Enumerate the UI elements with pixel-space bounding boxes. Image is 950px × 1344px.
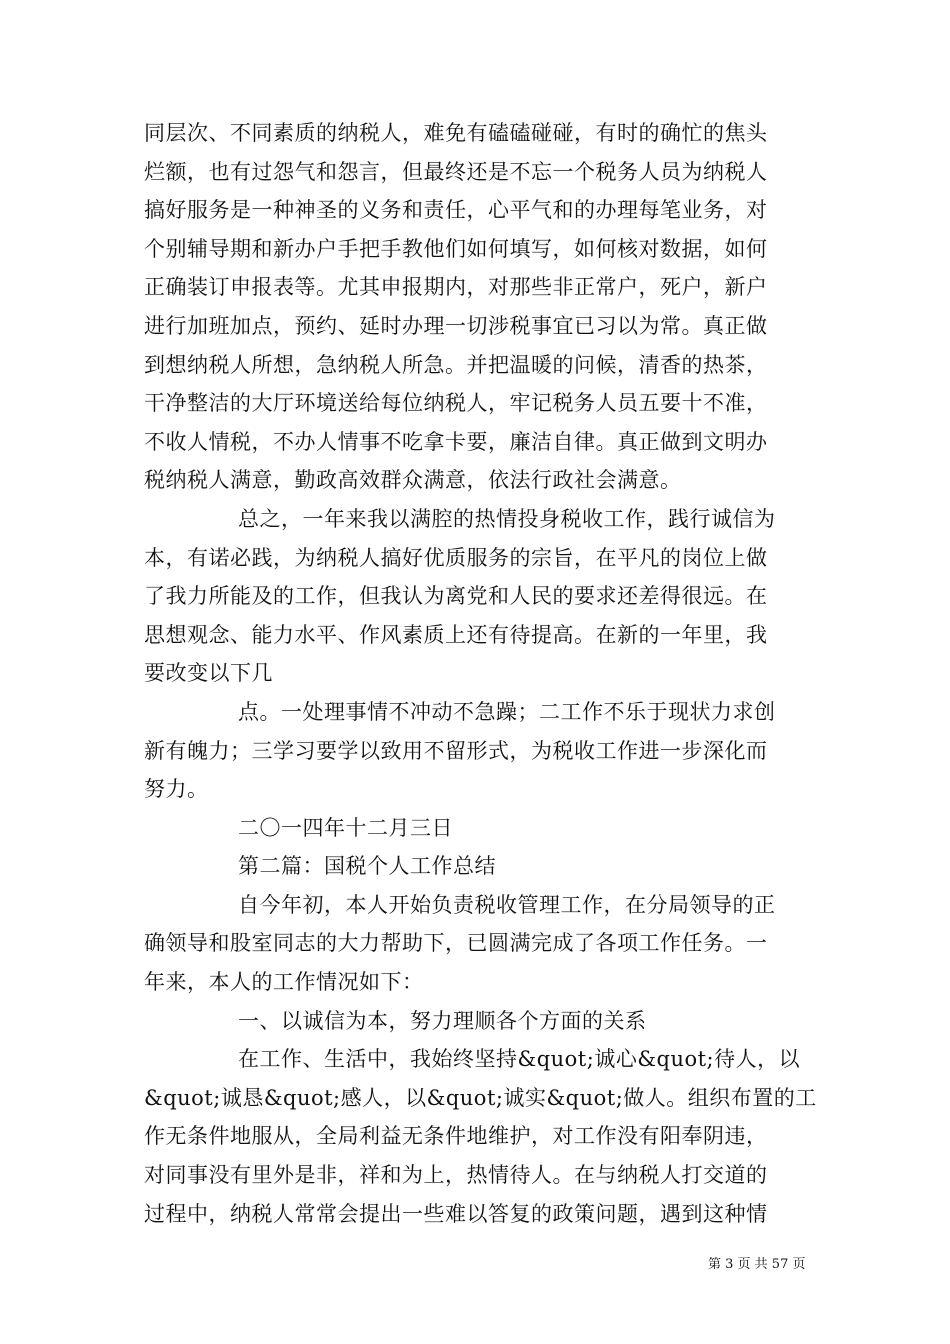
text-line: 不收人情税，不办人情事不吃拿卡要，廉洁自律。真正做到文明办 [144,429,768,454]
text-line: 正确装订申报表等。尤其申报期内，对那些非正常户，死户，新户 [144,275,768,300]
text-line: 了我力所能及的工作，但我认为离党和人民的要求还差得很远。在 [144,584,768,609]
text-line: 同层次、不同素质的纳税人，难免有磕磕碰碰，有时的确忙的焦头 [144,121,768,145]
text-line: 进行加班加点，预约、延时办理一切涉税事宜已习以为常。真正做 [144,313,768,338]
paragraph-start-line: 在工作、生活中，我始终坚持&quot;诚心&quot;待人，以 [238,1047,801,1072]
text-line: 作无条件地服从，全局利益无条件地维护，对工作没有阳奉阴违， [144,1124,768,1149]
section-title: 第二篇：国税个人工作总结 [238,854,496,879]
subsection-heading: 一、以诚信为本，努力理顺各个方面的关系 [238,1008,647,1033]
text-line: 过程中，纳税人常常会提出一些难以答复的政策问题，遇到这种情 [144,1201,768,1226]
body-text [144,114,817,1233]
text-line: 烂额，也有过怨气和怨言，但最终还是不忘一个税务人员为纳税人 [144,159,768,184]
text-line: 思想观念、能力水平、作风素质上还有待提高。在新的一年里，我 [144,622,768,647]
text-line: 干净整洁的大厅环境送给每位纳税人，牢记税务人员五要十不准， [144,391,768,416]
text-line: 个别辅导期和新办户手把手教他们如何填写，如何核对数据，如何 [144,236,768,261]
text-line: 确领导和股室同志的大力帮助下，已圆满完成了各项工作任务。一 [144,931,768,956]
text-line: &quot;诚恳&quot;感人，以&quot;诚实&quot;做人。组织布置的工 [144,1085,817,1110]
text-line: 努力。 [144,777,209,802]
text-line: 搞好服务是一种神圣的义务和责任，心平气和的办理每笔业务，对 [144,198,768,223]
page-number: 第 3 页 共 57 页 [708,1257,806,1272]
text-line: 新有魄力；三学习要学以致用不留形式，为税收工作进一步深化而 [144,738,768,763]
paragraph-start-line: 总之，一年来我以满腔的热情投身税收工作，践行诚信为 [238,506,776,531]
text-line: 到想纳税人所想，急纳税人所急。并把温暖的问候，清香的热茶， [144,352,768,377]
text-line: 对同事没有里外是非，祥和为上，热情待人。在与纳税人打交道的 [144,1163,768,1188]
paragraph-start-line: 点。一处理事情不冲动不急躁；二工作不乐于现状力求创 [238,699,776,724]
text-line: 本，有诺必践，为纳税人搞好优质服务的宗旨，在平凡的岗位上做 [144,545,768,570]
text-line: 税纳税人满意，勤政高效群众满意，依法行政社会满意。 [144,468,682,493]
text-line: 年来，本人的工作情况如下： [144,970,424,995]
text-line: 要改变以下几 [144,661,273,686]
date-line: 二〇一四年十二月三日 [238,815,453,840]
paragraph-start-line: 自今年初，本人开始负责税收管理工作，在分局领导的正 [238,892,776,917]
